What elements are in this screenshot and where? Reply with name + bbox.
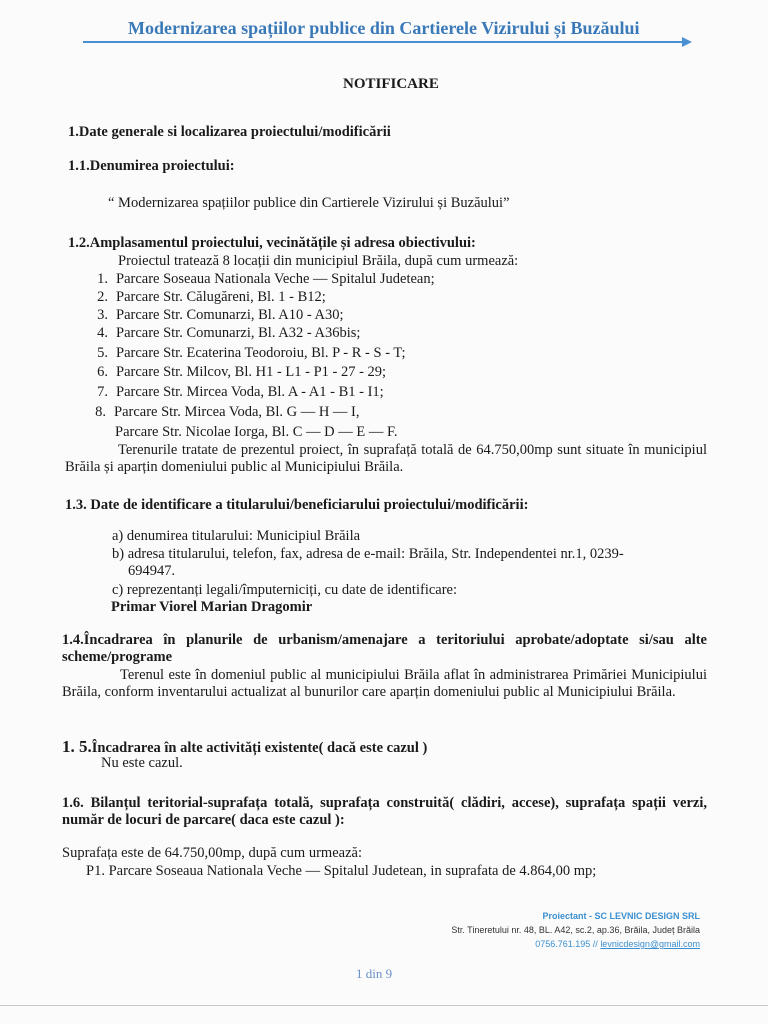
location-item-number: 3. (97, 307, 108, 323)
legal-representatives: c) reprezentanți legali/împuterniciți, cu date de identificare: (112, 582, 458, 598)
location-item: Parcare Str. Comunarzi, Bl. A32 - A36bis; (116, 325, 361, 341)
header-arrow-icon (682, 37, 692, 47)
parking-p1-text: P1. Parcare Soseaua Nationala Veche — Spitalul Judetean, in suprafata de 4.864,00 mp; (86, 863, 597, 879)
section-1-5-number: 1. 5. (62, 737, 92, 756)
page-bottom-rule (0, 1005, 768, 1006)
location-item-number: 1. (97, 271, 108, 287)
titular-name: a) denumirea titularului: Municipiul Brăila (112, 528, 361, 544)
location-item: Parcare Str. Ecaterina Teodoroiu, Bl. P - R - S - T; (116, 345, 406, 361)
location-item: Parcare Str. Mircea Voda, Bl. A - A1 - B1 - I1; (116, 384, 384, 400)
document-title: NOTIFICARE (343, 76, 439, 92)
urbanism-paragraph: Terenul este în domeniul public al municipiului Brăila aflat în administrarea Primăriei Municipiului Brăila, conform inventarului actualizat al bunurilor care aparțin domeniului public al Municipiului Brăila. (62, 667, 707, 700)
locations-intro: Proiectul tratează 8 locații din municipiul Brăila, după cum urmează: (118, 253, 519, 269)
section-1-1-heading: 1.1.Denumirea proiectului: (68, 158, 235, 174)
location-item-number: 6. (97, 364, 108, 380)
section-1-2-heading: 1.2.Amplasamentul proiectului, vecinătățile și adresa obiectivului: (68, 235, 476, 251)
section-1-5-title: Încadrarea în alte activități existente( dacă este cazul ) (91, 740, 428, 756)
location-item: Parcare Str. Mircea Voda, Bl. G — H — I, (114, 404, 360, 420)
section-1-4-heading: 1.4.Încadrarea în planurile de urbanism/amenajare a teritoriului aprobate/adoptate si/sau alte scheme/programe (62, 632, 707, 665)
location-item: Parcare Soseaua Nationala Veche — Spitalul Judetean; (116, 271, 435, 287)
header-rule (83, 41, 683, 43)
section-1-3-heading: 1.3. Date de identificare a titularului/beneficiarului proiectului/modificării: (65, 497, 529, 513)
section-1-6-heading: 1.6. Bilanțul teritorial-suprafața totală, suprafața construită( clădiri, accese), suprafața spații verzi, număr de locuri de parcare( daca este cazul ): (62, 795, 707, 828)
location-item-8-continuation: Parcare Str. Nicolae Iorga, Bl. C — D — E — F. (115, 424, 398, 440)
section-1-5-heading (62, 737, 427, 757)
locations-paragraph: Terenurile tratate de prezentul proiect, în suprafață totală de 64.750,00mp sunt situate în municipiul Brăila și aparțin domeniului public al Municipiului Brăila. (65, 442, 707, 475)
location-item-number: 2. (97, 289, 108, 305)
location-item-number: 5. (97, 345, 108, 361)
document-header-title: Modernizarea spațiilor publice din Cartierele Vizirului și Buzăului (128, 18, 640, 38)
section-1-heading: 1.Date generale si localizarea proiectului/modificării (68, 124, 391, 140)
location-item-number: 4. (97, 325, 108, 341)
location-item-number: 7. (97, 384, 108, 400)
location-item-number: 8. (95, 404, 106, 420)
footer-phone: 0756.761.195 // (535, 939, 601, 949)
total-area-text: Suprafața este de 64.750,00mp, după cum urmează: (62, 845, 362, 861)
representative-name: Primar Viorel Marian Dragomir (111, 599, 313, 615)
footer-email-link[interactable]: levnicdesign@gmail.com (600, 939, 700, 949)
titular-address: b) adresa titularului, telefon, fax, adresa de e-mail: Brăila, Str. Independentei nr.1, 0239- (112, 546, 624, 562)
page-number: 1 din 9 (356, 966, 393, 981)
footer-address: Str. Tineretului nr. 48, BL. A42, sc.2, ap.36, Brăila, Județ Brăila (451, 925, 700, 935)
titular-address-continuation: 694947. (128, 563, 176, 579)
footer-contact (535, 938, 700, 951)
project-name: “ Modernizarea spațiilor publice din Cartierele Vizirului și Buzăului” (108, 195, 510, 211)
location-item: Parcare Str. Milcov, Bl. H1 - L1 - P1 - 27 - 29; (116, 364, 387, 380)
footer-company: Proiectant - SC LEVNIC DESIGN SRL (542, 911, 700, 921)
not-applicable-text: Nu este cazul. (101, 755, 183, 771)
location-item: Parcare Str. Comunarzi, Bl. A10 - A30; (116, 307, 344, 323)
location-item: Parcare Str. Călugăreni, Bl. 1 - B12; (116, 289, 326, 305)
